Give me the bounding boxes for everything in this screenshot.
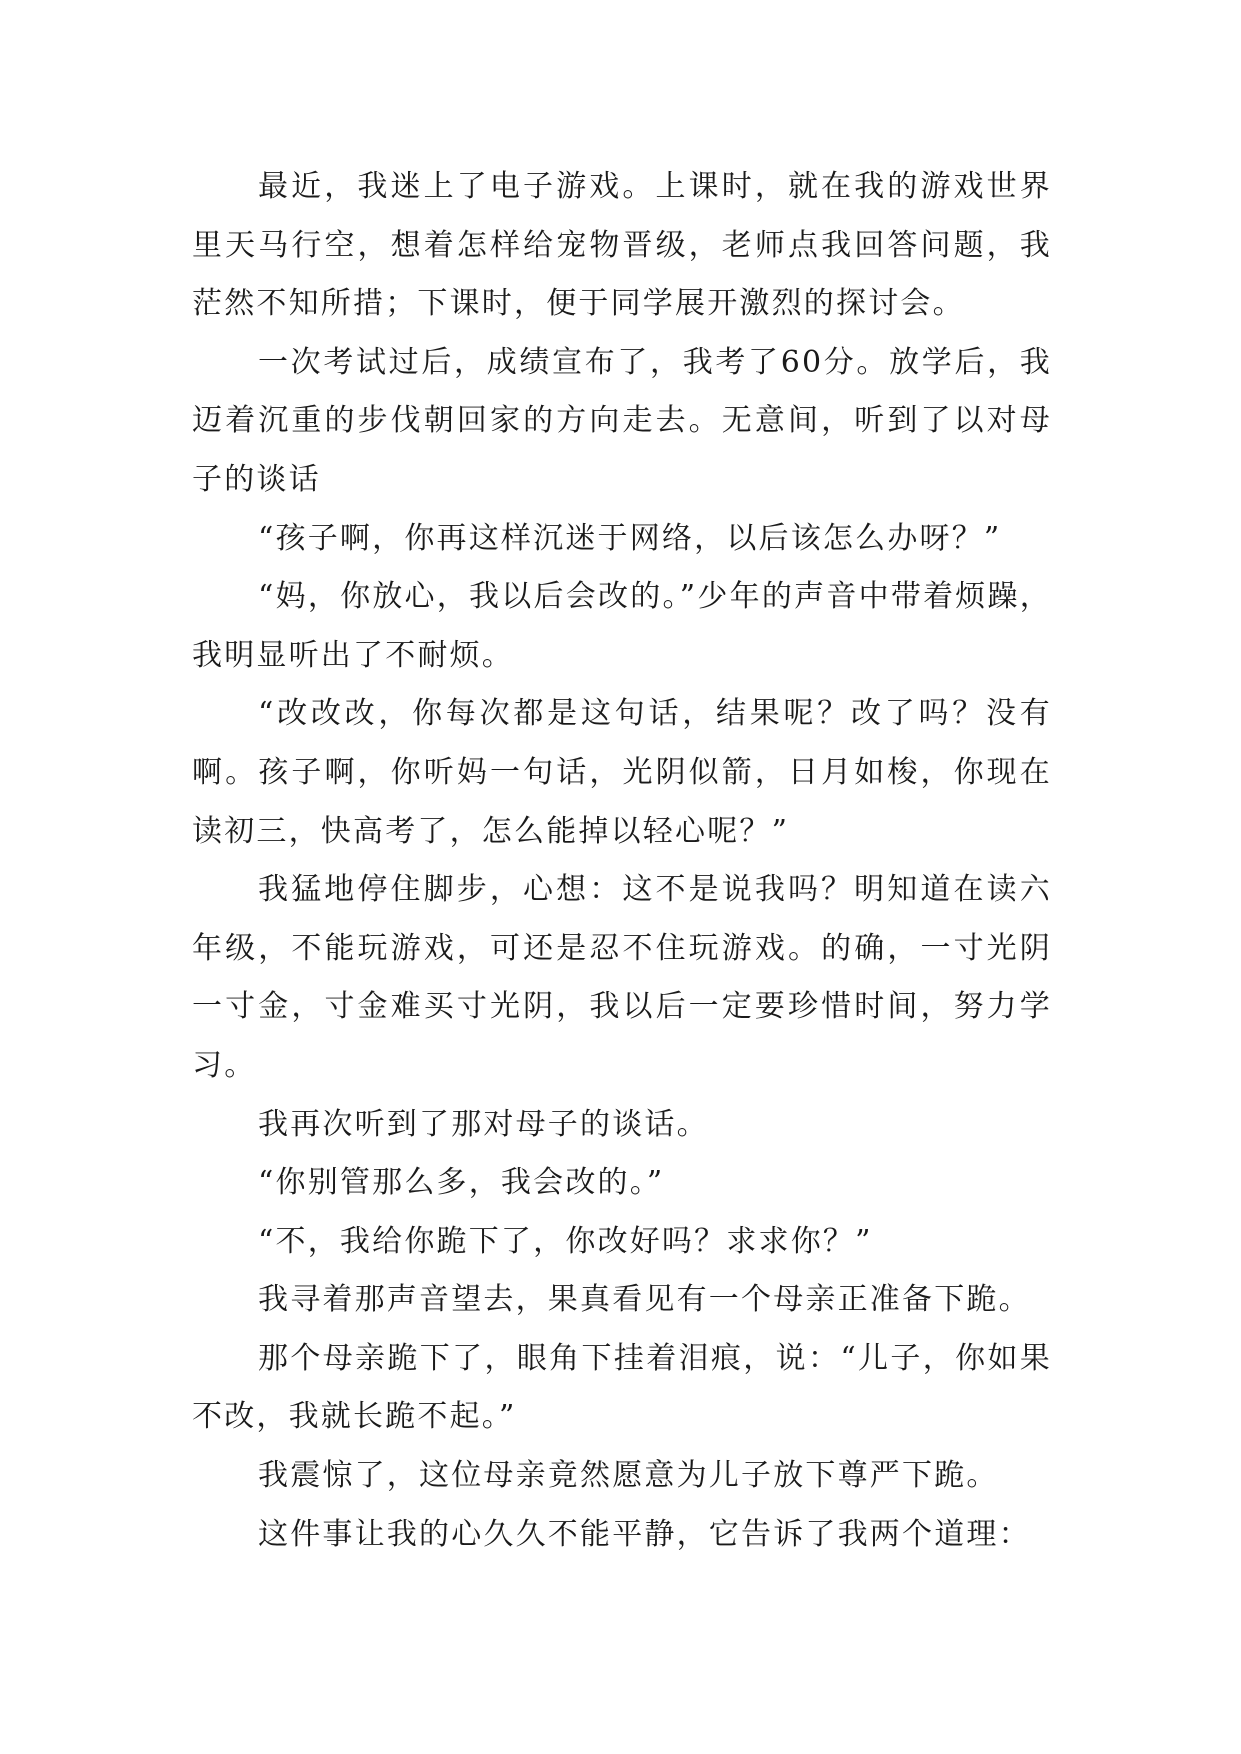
paragraph-5: “改改改，你每次都是这句话，结果呢？改了吗？没有啊。孩子啊，你听妈一句话，光阴似箭，日月如梭，你现在读初三，快高考了，怎么能掉以轻心呢？” [192,696,1052,849]
paragraph-7: 我再次听到了那对母子的谈话。 [258,1106,709,1142]
paragraph-11: 那个母亲跪下了，眼角下挂着泪痕，说：“儿子，你如果不改，我就长跪不起。” [192,1340,1052,1435]
document-body [192,158,1052,1564]
paragraph-1: 最近，我迷上了电子游戏。上课时，就在我的游戏世界里天马行空，想着怎样给宠物晋级，老师点我回答问题，我茫然不知所措；下课时，便于同学展开激烈的探讨会。 [192,169,1052,322]
paragraph-13: 这件事让我的心久久不能平静，它告诉了我两个道理： [258,1516,1031,1552]
paragraph-9: “不，我给你跪下了，你改好吗？求求你？” [258,1223,873,1259]
paragraph-12: 我震惊了，这位母亲竟然愿意为儿子放下尊严下跪。 [258,1458,999,1494]
paragraph-8: “你别管那么多，我会改的。” [258,1165,665,1201]
paragraph-4: “妈，你放心，我以后会改的。”少年的声音中带着烦躁，我明显听出了不耐烦。 [192,579,1052,673]
paragraph-2: 一次考试过后，成绩宣布了，我考了60分。放学后，我迈着沉重的步伐朝回家的方向走去。无意间，听到了以对母子的谈话 [192,344,1052,497]
paragraph-3: “孩子啊，你再这样沉迷于网络，以后该怎么办呀？” [258,520,1002,556]
paragraph-6: 我猛地停住脚步，心想：这不是说我吗？明知道在读六年级，不能玩游戏，可还是忍不住玩游戏。的确，一寸光阴一寸金，寸金难买寸光阴，我以后一定要珍惜时间，努力学习。 [192,872,1052,1083]
paragraph-10: 我寻着那声音望去，果真看见有一个母亲正准备下跪。 [258,1282,1031,1318]
